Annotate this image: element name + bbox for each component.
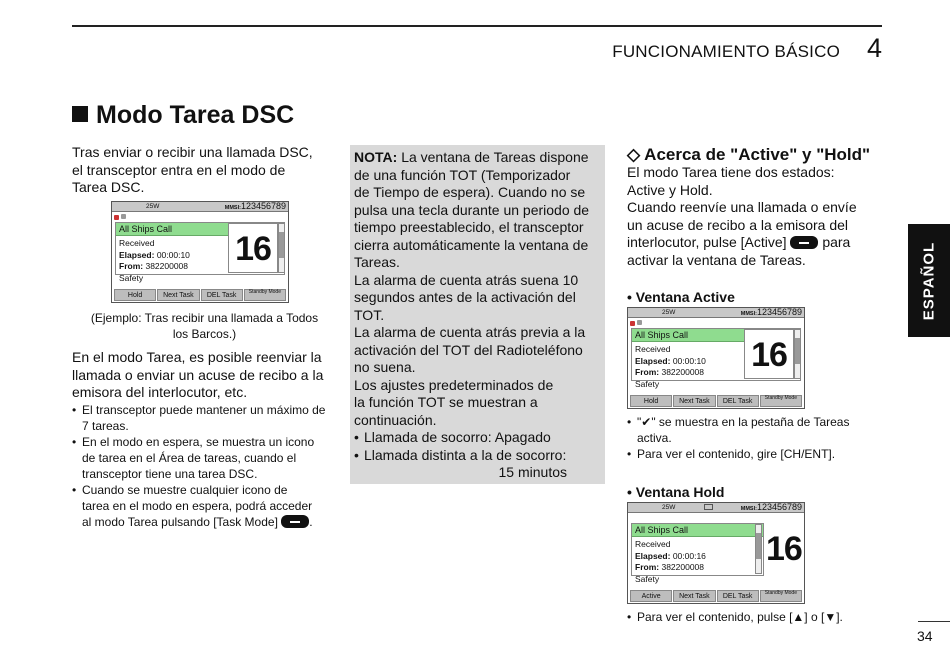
bullet-item: • Para ver el contenido, pulse [▲] o [▼]. (627, 609, 892, 625)
note-bullet: • Llamada distinta a la de socorro: (354, 447, 601, 465)
active-softkey: Active (630, 590, 672, 602)
hold-bullets (627, 609, 892, 625)
channel-display: 16 (228, 223, 278, 273)
right-paragraph: El modo Tarea tiene dos estados: Active y Hold. Cuando reenvíe una llamada o envíe un acuse de recibo a la emisora del interlocutor, pulse [Active] para activar la ventana de Tareas. (627, 164, 857, 268)
screen-example-hold: 25W MMSI:123456789 All Ships Call Received Elapsed: 00:00:10 From: 382200008 Safety 16 Hold Next Task DEL Task Standby Mode (111, 201, 289, 303)
del-task-softkey: DEL Task (717, 395, 759, 407)
del-task-softkey: DEL Task (717, 590, 759, 602)
hold-softkey: Hold (114, 289, 156, 301)
intro-paragraph: Tras enviar o recibir una llamada DSC, el transceptor entra en el modo de Tarea DSC. (72, 144, 313, 195)
language-side-tab: ESPAÑOL (908, 224, 950, 337)
scrollbar (794, 329, 801, 379)
left-bullets (72, 402, 337, 530)
bullet-item: • En el modo en espera, se muestra un icono de tarea en el Área de tareas, cuando el transceptor tiene una tarea DSC. (72, 434, 337, 482)
screen-caption: (Ejemplo: Tras recibir una llamada a Todos los Barcos.) (90, 311, 319, 341)
active-window-heading: • Ventana Active (627, 289, 735, 305)
header-chapter-number: 4 (866, 33, 882, 63)
bullet-item: • El transceptor puede mantener un máximo de 7 tareas. (72, 402, 337, 434)
task-mode-paragraph: En el modo Tarea, es posible reenviar la llamada o enviar un acuse de recibo a la emisora del interlocutor, etc. (72, 349, 324, 400)
standby-mode-softkey: Standby Mode (244, 289, 286, 301)
del-task-softkey: DEL Task (201, 289, 243, 301)
next-task-softkey: Next Task (673, 395, 715, 407)
page-number: 34 (917, 628, 933, 644)
task-tab-icons (630, 319, 644, 327)
scrollbar (755, 524, 762, 574)
standby-mode-softkey: Standby Mode (760, 395, 802, 407)
hold-softkey: Hold (630, 395, 672, 407)
screen-hold-window: 25W MMSI:123456789 All Ships Call Received Elapsed: 00:00:16 From: 382200008 Safety 16 Active Next Task DEL Task Standby Mode (627, 502, 805, 604)
bullet-item: • Cuando se muestre cualquier icono de tarea en el modo en espera, podrá acceder al modo Tarea pulsando [Task Mode] . (72, 482, 337, 530)
page-title: Modo Tarea DSC (72, 101, 294, 130)
softkey-icon (281, 515, 309, 528)
active-bullets (627, 414, 892, 462)
task-tab-icons (114, 213, 128, 221)
square-bullet-icon (72, 106, 88, 122)
header-section-title: FUNCIONAMIENTO BÁSICO (612, 42, 840, 61)
bullet-item: • "✔" se muestra en la pestaña de Tareas activa. (627, 414, 892, 446)
next-task-softkey: Next Task (673, 590, 715, 602)
channel-display: 16 (766, 524, 800, 572)
envelope-icon (704, 504, 713, 510)
softkey-icon (790, 236, 818, 249)
standby-mode-softkey: Standby Mode (760, 590, 802, 602)
screen-active-window: 25W MMSI:123456789 All Ships Call Received Elapsed: 00:00:10 From: 382200008 Safety 16 Hold Next Task DEL Task Standby Mode (627, 307, 805, 409)
bullet-item: • Para ver el contenido, gire [CH/ENT]. (627, 446, 892, 462)
hold-window-heading: • Ventana Hold (627, 484, 725, 500)
note-box: NOTA: La ventana de Tareas dispone de una función TOT (Temporizador de Tiempo de espera). Cuando no se pulsa una tecla durante un periodo de tiempo preestablecido, el transceptor cierra automáticamente la ventana de Tareas. La alarma de cuenta atrás suena 10 segundos antes de la activación del TOT. La alarma de cuenta atrás previa a la activación del TOT del Radioteléfono no suena. Los ajustes predeterminados de la función TOT se muestran a continuación. • Llamada de socorro: Apagado • Llamada distinta a la de socorro: 15 minutos (350, 145, 605, 484)
scrollbar (278, 223, 285, 273)
channel-display: 16 (744, 329, 794, 379)
next-task-softkey: Next Task (157, 289, 199, 301)
top-rule (72, 25, 882, 27)
note-bullet: • Llamada de socorro: Apagado (354, 429, 601, 447)
footer-rule (918, 621, 950, 622)
active-hold-heading: ◇ Acerca de "Active" y "Hold" (627, 145, 871, 164)
